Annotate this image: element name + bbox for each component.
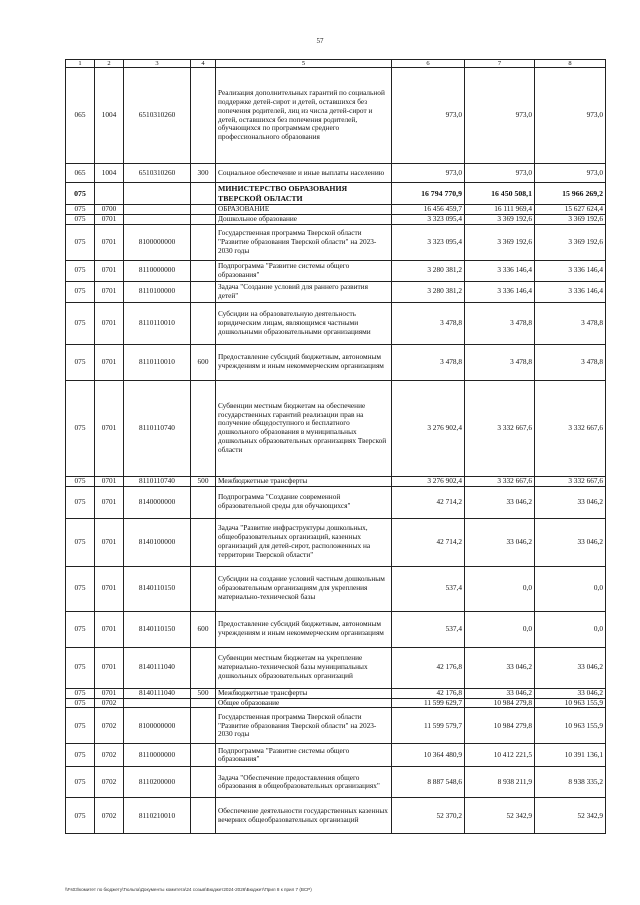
target-article-code (124, 698, 191, 708)
expense-type-code (191, 224, 216, 260)
item-name: Социальное обеспечение и иные выплаты населению (216, 164, 392, 183)
amount-2025: 33 046,2 (465, 688, 535, 698)
section-code: 0701 (95, 224, 124, 260)
section-code: 0701 (95, 688, 124, 698)
section-code: 0702 (95, 798, 124, 834)
amount-2026: 33 046,2 (535, 486, 606, 518)
amount-2025: 16 450 508,1 (465, 183, 535, 205)
column-number: 8 (535, 60, 606, 68)
amount-2024: 16 456 459,7 (392, 205, 465, 215)
section-code: 0702 (95, 708, 124, 744)
target-article-code: 8110110740 (124, 476, 191, 486)
file-path-footer: \\Fs03\комитет по бюджету\Тюльпа\Документы комитета\24 созыв\Бюджет2024-2026\Бюджет\Прил 8 к прил 7 (ВСР) (65, 887, 312, 892)
column-number: 5 (216, 60, 392, 68)
grbs-code: 075 (66, 744, 95, 767)
grbs-code: 075 (66, 698, 95, 708)
expense-type-code (191, 708, 216, 744)
column-number: 2 (95, 60, 124, 68)
section-code: 0701 (95, 611, 124, 647)
item-name: Субвенции местным бюджетам на укрепление материально-технической базы муниципальных дошкольных образовательных организаций (216, 647, 392, 688)
expense-type-code (191, 214, 216, 224)
amount-2026: 8 938 335,2 (535, 767, 606, 798)
item-name: Задача "Развитие инфраструктуры дошкольных, общеобразовательных организаций, казенных организаций для детей-сирот, расположенных на территории Тверской области" (216, 518, 392, 566)
table-row (66, 688, 606, 698)
section-code (95, 183, 124, 205)
amount-2025: 0,0 (465, 566, 535, 611)
amount-2025: 10 984 279,8 (465, 708, 535, 744)
item-name: МИНИСТЕРСТВО ОБРАЗОВАНИЯ ТВЕРСКОЙ ОБЛАСТИ (216, 183, 392, 205)
grbs-code: 075 (66, 798, 95, 834)
amount-2025: 3 369 192,6 (465, 214, 535, 224)
section-code: 0702 (95, 698, 124, 708)
section-code: 1004 (95, 164, 124, 183)
amount-2025: 3 478,8 (465, 302, 535, 344)
amount-2024: 3 280 381,2 (392, 281, 465, 302)
table-row (66, 281, 606, 302)
target-article-code: 8140111040 (124, 647, 191, 688)
target-article-code: 8140000000 (124, 486, 191, 518)
amount-2025: 973,0 (465, 164, 535, 183)
table-row (66, 611, 606, 647)
grbs-code: 075 (66, 611, 95, 647)
table-row (66, 518, 606, 566)
amount-2025: 33 046,2 (465, 518, 535, 566)
section-code: 0700 (95, 205, 124, 215)
section-code: 0702 (95, 767, 124, 798)
grbs-code: 075 (66, 566, 95, 611)
amount-2026: 0,0 (535, 566, 606, 611)
expense-type-code (191, 68, 216, 164)
item-name: Государственная программа Тверской области "Развитие образования Тверской области" на 2023-2030 годы (216, 224, 392, 260)
target-article-code: 8110000000 (124, 260, 191, 281)
amount-2025: 3 332 667,6 (465, 476, 535, 486)
amount-2024: 3 323 095,4 (392, 224, 465, 260)
amount-2026: 3 478,8 (535, 344, 606, 380)
table-row (66, 380, 606, 476)
table-row (66, 68, 606, 164)
amount-2024: 973,0 (392, 68, 465, 164)
table-body (66, 68, 606, 834)
table-row (66, 205, 606, 215)
amount-2024: 8 887 548,6 (392, 767, 465, 798)
table-row (66, 767, 606, 798)
target-article-code: 8110110010 (124, 302, 191, 344)
table-row (66, 164, 606, 183)
column-number-row (66, 60, 606, 68)
grbs-code: 075 (66, 688, 95, 698)
table-row (66, 302, 606, 344)
item-name: Подпрограмма "Развитие системы общего образования" (216, 260, 392, 281)
grbs-code: 075 (66, 214, 95, 224)
grbs-code: 075 (66, 205, 95, 215)
section-code: 0701 (95, 380, 124, 476)
table-row (66, 798, 606, 834)
budget-table (65, 59, 606, 834)
grbs-code: 075 (66, 302, 95, 344)
grbs-code: 075 (66, 224, 95, 260)
grbs-code: 075 (66, 380, 95, 476)
section-code: 0701 (95, 518, 124, 566)
amount-2026: 3 332 667,6 (535, 380, 606, 476)
target-article-code (124, 214, 191, 224)
amount-2026: 973,0 (535, 164, 606, 183)
amount-2025: 33 046,2 (465, 486, 535, 518)
amount-2026: 3 369 192,6 (535, 214, 606, 224)
grbs-code: 075 (66, 518, 95, 566)
item-name: Реализация дополнительных гарантий по социальной поддержке детей-сирот и детей, оставшихся без попечения родителей, лиц из числа детей-сирот и детей, оставшихся без попечения родителей, обучающихся по программам среднего профессионального образования (216, 68, 392, 164)
item-name: Межбюджетные трансферты (216, 688, 392, 698)
section-code: 0701 (95, 566, 124, 611)
amount-2025: 3 478,8 (465, 344, 535, 380)
amount-2026: 3 336 146,4 (535, 260, 606, 281)
table-row (66, 744, 606, 767)
grbs-code: 065 (66, 68, 95, 164)
section-code: 0701 (95, 281, 124, 302)
amount-2026: 33 046,2 (535, 647, 606, 688)
section-code: 0701 (95, 214, 124, 224)
table-row (66, 224, 606, 260)
item-name: Субсидии на образовательную деятельность юридическим лицам, являющимся частными дошкольными образовательными организациями (216, 302, 392, 344)
amount-2024: 10 364 480,9 (392, 744, 465, 767)
expense-type-code (191, 380, 216, 476)
target-article-code: 8100000000 (124, 224, 191, 260)
amount-2024: 3 478,8 (392, 302, 465, 344)
grbs-code: 075 (66, 281, 95, 302)
item-name: Субсидии на создание условий частным дошкольным образовательным организациям для укрепления материально-технической базы (216, 566, 392, 611)
amount-2025: 52 342,9 (465, 798, 535, 834)
expense-type-code: 500 (191, 476, 216, 486)
item-name: Общее образование (216, 698, 392, 708)
target-article-code: 8110200000 (124, 767, 191, 798)
item-name: Задача "Создание условий для раннего развития детей" (216, 281, 392, 302)
expense-type-code (191, 205, 216, 215)
amount-2024: 16 794 770,9 (392, 183, 465, 205)
table-row (66, 486, 606, 518)
amount-2025: 10 412 221,5 (465, 744, 535, 767)
amount-2026: 15 966 269,2 (535, 183, 606, 205)
item-name: Предоставление субсидий бюджетным, автономным учреждениям и иным некоммерческим организациям (216, 344, 392, 380)
table-row (66, 708, 606, 744)
column-number: 7 (465, 60, 535, 68)
amount-2025: 8 938 211,9 (465, 767, 535, 798)
section-code: 0701 (95, 302, 124, 344)
target-article-code: 8110000000 (124, 744, 191, 767)
expense-type-code (191, 798, 216, 834)
table-row (66, 260, 606, 281)
amount-2024: 42 714,2 (392, 518, 465, 566)
amount-2024: 11 599 629,7 (392, 698, 465, 708)
target-article-code: 8140100000 (124, 518, 191, 566)
expense-type-code (191, 744, 216, 767)
item-name: Обеспечение деятельности государственных казенных вечерних общеобразовательных организаций (216, 798, 392, 834)
amount-2024: 52 370,2 (392, 798, 465, 834)
target-article-code: 6510310260 (124, 68, 191, 164)
grbs-code: 075 (66, 647, 95, 688)
amount-2024: 537,4 (392, 611, 465, 647)
amount-2026: 3 369 192,6 (535, 224, 606, 260)
target-article-code: 8110110740 (124, 380, 191, 476)
grbs-code: 075 (66, 183, 95, 205)
amount-2026: 33 046,2 (535, 518, 606, 566)
grbs-code: 075 (66, 476, 95, 486)
amount-2026: 10 963 155,9 (535, 708, 606, 744)
amount-2025: 3 332 667,6 (465, 380, 535, 476)
amount-2026: 973,0 (535, 68, 606, 164)
amount-2025: 10 984 279,8 (465, 698, 535, 708)
amount-2024: 11 599 579,7 (392, 708, 465, 744)
section-code: 0701 (95, 344, 124, 380)
expense-type-code (191, 518, 216, 566)
amount-2025: 3 369 192,6 (465, 224, 535, 260)
item-name: ОБРАЗОВАНИЕ (216, 205, 392, 215)
grbs-code: 075 (66, 486, 95, 518)
amount-2024: 973,0 (392, 164, 465, 183)
amount-2026: 10 391 136,1 (535, 744, 606, 767)
amount-2025: 3 336 146,4 (465, 281, 535, 302)
expense-type-code (191, 183, 216, 205)
grbs-code: 065 (66, 164, 95, 183)
amount-2026: 52 342,9 (535, 798, 606, 834)
expense-type-code (191, 647, 216, 688)
amount-2024: 42 176,8 (392, 688, 465, 698)
expense-type-code: 300 (191, 164, 216, 183)
target-article-code: 8110210010 (124, 798, 191, 834)
item-name: Субвенции местным бюджетам на обеспечение государственных гарантий реализации прав на получение общедоступного и бесплатного дошкольного образования в муниципальных дошкольных образовательных организациях Тверской области (216, 380, 392, 476)
target-article-code: 8140110150 (124, 611, 191, 647)
amount-2026: 15 627 624,4 (535, 205, 606, 215)
amount-2024: 42 714,2 (392, 486, 465, 518)
expense-type-code (191, 260, 216, 281)
amount-2025: 16 111 969,4 (465, 205, 535, 215)
table-row (66, 344, 606, 380)
expense-type-code: 600 (191, 611, 216, 647)
section-code: 1004 (95, 68, 124, 164)
item-name: Дошкольное образование (216, 214, 392, 224)
table-row (66, 566, 606, 611)
amount-2026: 3 336 146,4 (535, 281, 606, 302)
section-code: 0701 (95, 476, 124, 486)
item-name: Задача "Обеспечение предоставления общего образования в общеобразовательных организациях" (216, 767, 392, 798)
amount-2026: 33 046,2 (535, 688, 606, 698)
column-number: 1 (66, 60, 95, 68)
table-row (66, 698, 606, 708)
column-number: 4 (191, 60, 216, 68)
target-article-code: 8110110010 (124, 344, 191, 380)
table-row (66, 476, 606, 486)
amount-2025: 33 046,2 (465, 647, 535, 688)
section-code: 0701 (95, 486, 124, 518)
target-article-code: 6510310260 (124, 164, 191, 183)
section-code: 0701 (95, 647, 124, 688)
grbs-code: 075 (66, 708, 95, 744)
page-number: 57 (316, 37, 324, 45)
expense-type-code (191, 486, 216, 518)
grbs-code: 075 (66, 344, 95, 380)
item-name: Государственная программа Тверской области "Развитие образования Тверской области" на 2023-2030 годы (216, 708, 392, 744)
item-name: Межбюджетные трансферты (216, 476, 392, 486)
table-row (66, 183, 606, 205)
table-row (66, 214, 606, 224)
target-article-code (124, 183, 191, 205)
expense-type-code (191, 698, 216, 708)
expense-type-code (191, 566, 216, 611)
expense-type-code: 600 (191, 344, 216, 380)
amount-2024: 3 280 381,2 (392, 260, 465, 281)
expense-type-code: 500 (191, 688, 216, 698)
grbs-code: 075 (66, 767, 95, 798)
item-name: Подпрограмма "Развитие системы общего образования" (216, 744, 392, 767)
grbs-code: 075 (66, 260, 95, 281)
amount-2026: 3 478,8 (535, 302, 606, 344)
column-number: 6 (392, 60, 465, 68)
amount-2026: 10 963 155,9 (535, 698, 606, 708)
amount-2025: 973,0 (465, 68, 535, 164)
amount-2024: 537,4 (392, 566, 465, 611)
target-article-code (124, 205, 191, 215)
section-code: 0702 (95, 744, 124, 767)
item-name: Подпрограмма "Создание современной образовательной среды для обучающихся" (216, 486, 392, 518)
target-article-code: 8140111040 (124, 688, 191, 698)
amount-2026: 3 332 667,6 (535, 476, 606, 486)
amount-2026: 0,0 (535, 611, 606, 647)
target-article-code: 8100000000 (124, 708, 191, 744)
column-number: 3 (124, 60, 191, 68)
amount-2024: 3 323 095,4 (392, 214, 465, 224)
amount-2024: 3 276 902,4 (392, 380, 465, 476)
item-name: Предоставление субсидий бюджетным, автономным учреждениям и иным некоммерческим организациям (216, 611, 392, 647)
amount-2024: 3 478,8 (392, 344, 465, 380)
target-article-code: 8140110150 (124, 566, 191, 611)
section-code: 0701 (95, 260, 124, 281)
amount-2024: 3 276 902,4 (392, 476, 465, 486)
amount-2024: 42 176,8 (392, 647, 465, 688)
table-row (66, 647, 606, 688)
expense-type-code (191, 767, 216, 798)
amount-2025: 3 336 146,4 (465, 260, 535, 281)
target-article-code: 8110100000 (124, 281, 191, 302)
amount-2025: 0,0 (465, 611, 535, 647)
expense-type-code (191, 302, 216, 344)
expense-type-code (191, 281, 216, 302)
